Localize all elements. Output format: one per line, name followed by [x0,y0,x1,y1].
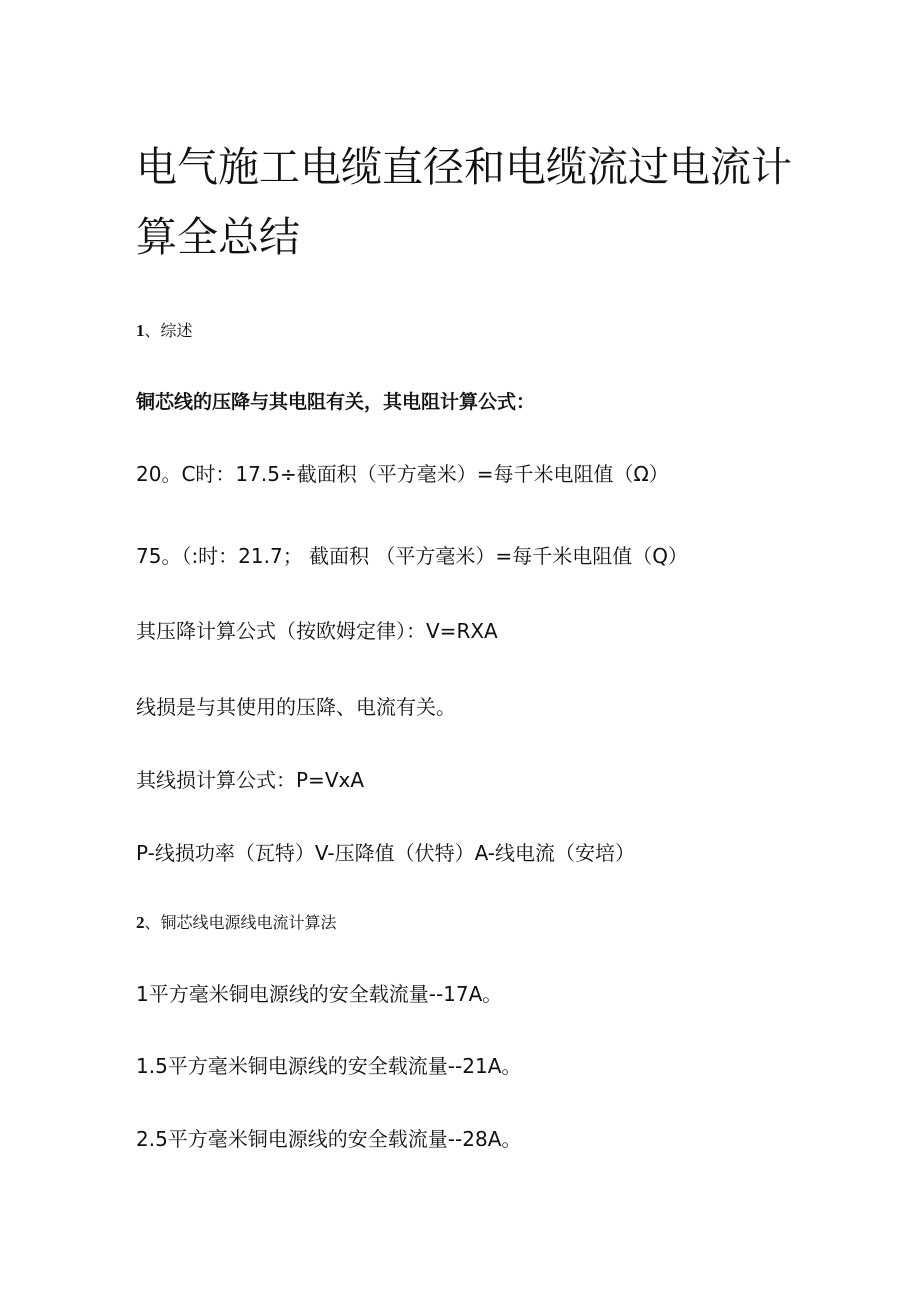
section-number: 1 [136,321,145,340]
section-number: 2 [136,913,145,932]
line-loss-note: 线损是与其使用的压降、电流有关。 [136,695,456,719]
section-heading-overview [136,318,193,341]
capacity-2-5mm2: 2.5平方毫米铜电源线的安全载流量--28A。 [136,1127,522,1151]
voltage-drop-formula: 其压降计算公式（按欧姆定律）：V=RXA [136,619,498,643]
capacity-1-5mm2: 1.5平方毫米铜电源线的安全载流量--21A。 [136,1054,522,1078]
line-loss-formula: 其线损计算公式：P=VxA [136,768,365,792]
capacity-1mm2: 1平方毫米铜电源线的安全载流量--17A。 [136,982,503,1006]
document-title: 电气施工电缆直径和电缆流过电流计算全总结 [136,143,792,261]
section-heading-text: 、铜芯线电源线电流计算法 [144,913,337,932]
section-heading-text: 、综述 [144,321,193,340]
formula-75c: 75。（:时：21.7； 截面积 （平方毫米）=每千米电阻值（Q） [136,544,688,568]
symbol-legend: P-线损功率（瓦特）V-压降值（伏特）A-线电流（安培） [136,841,636,865]
resistance-intro: 铜芯线的压降与其电阻有关，其电阻计算公式： [136,391,536,413]
formula-20c: 20。C时：17.5÷截面积（平方毫米）=每千米电阻值（Ω） [136,462,669,486]
section-heading-copper-current [136,910,337,933]
